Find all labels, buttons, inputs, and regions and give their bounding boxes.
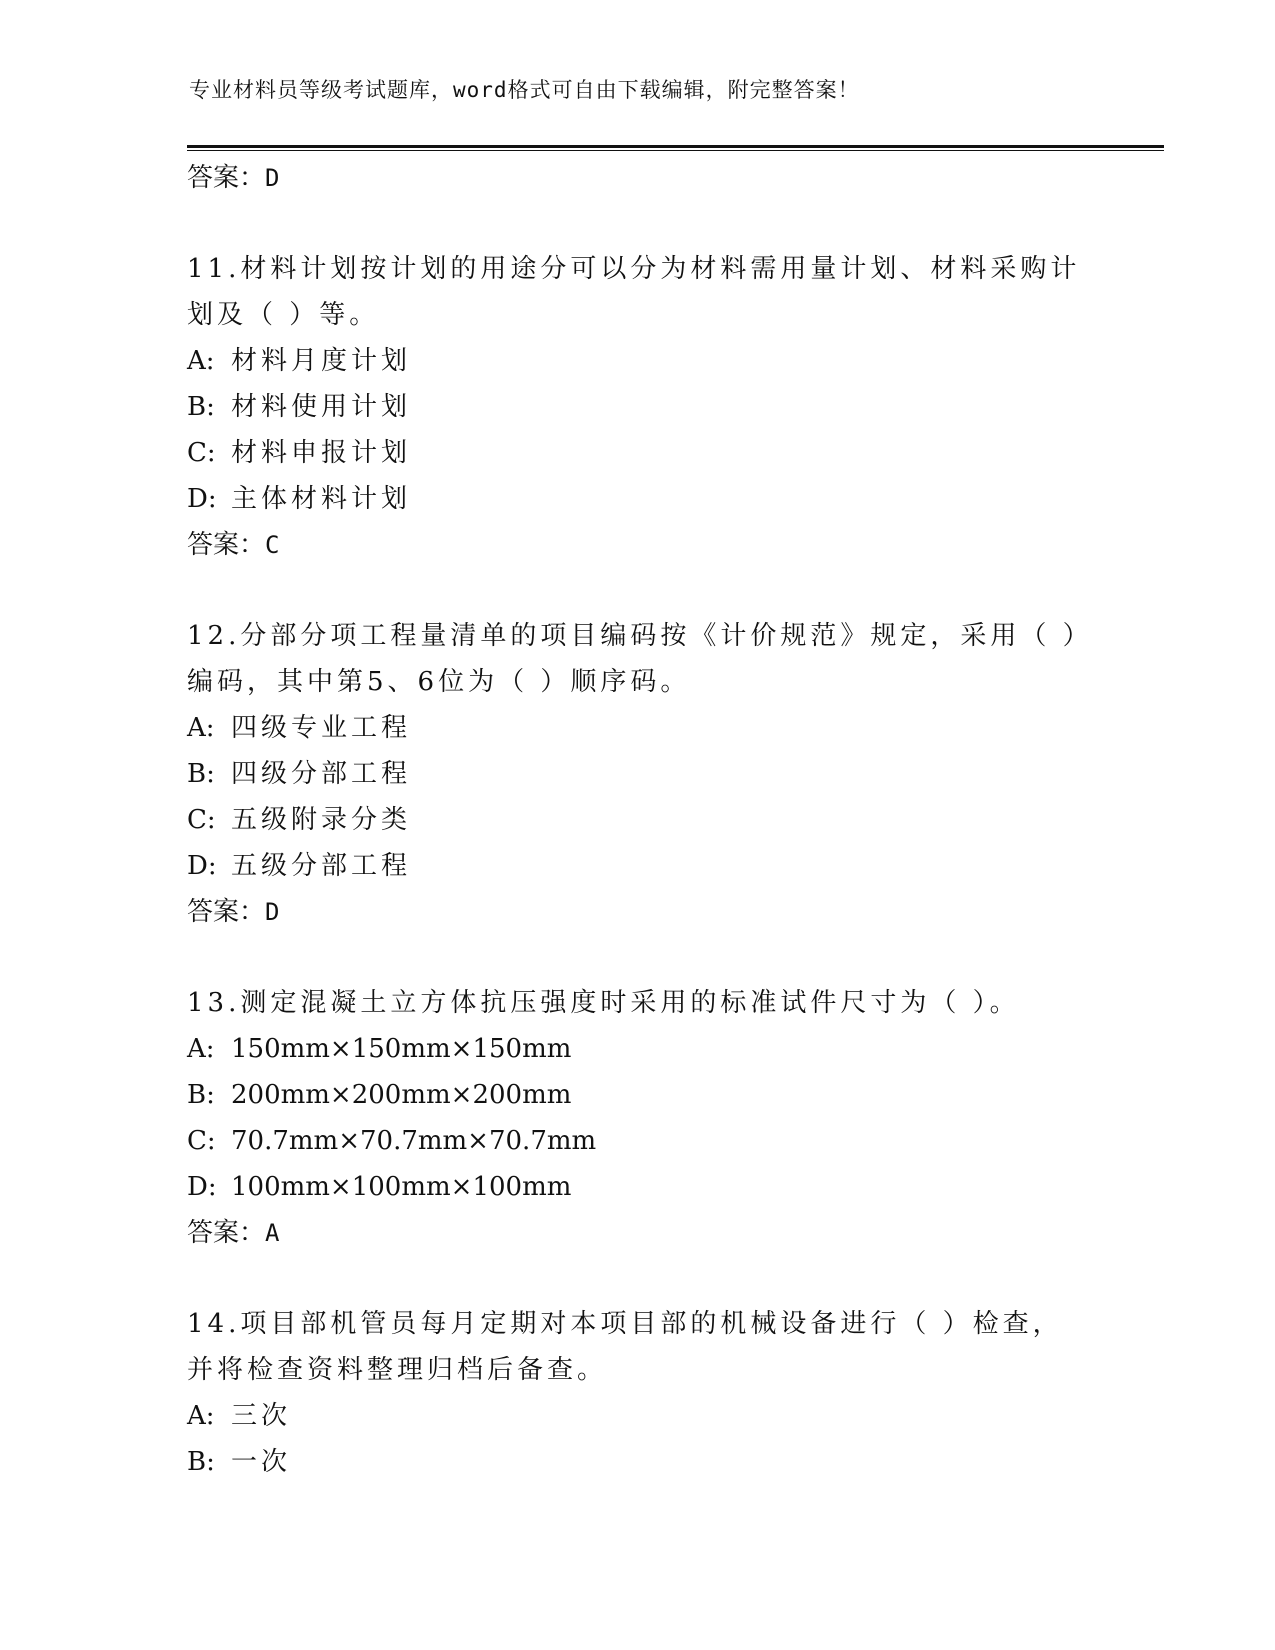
answer-label: 答案： — [187, 897, 266, 927]
option-a — [187, 705, 1087, 751]
option-a — [187, 1026, 1087, 1072]
option-b — [187, 1072, 1087, 1118]
option-letter: D: — [187, 851, 217, 881]
option-b — [187, 384, 1087, 430]
option-b — [187, 751, 1087, 797]
question-13 — [187, 980, 1087, 1256]
option-text: 五级分部工程 — [231, 851, 412, 881]
document-header: 专业材料员等级考试题库，word格式可自由下载编辑，附完整答案！ — [189, 78, 860, 102]
option-d — [187, 1164, 1087, 1210]
answer-value: A — [265, 1219, 280, 1247]
option-text: 150mm×150mm×150mm — [231, 1034, 572, 1064]
option-letter: C: — [187, 1126, 216, 1156]
option-letter: D: — [187, 484, 217, 514]
option-c — [187, 797, 1087, 843]
option-text: 200mm×200mm×200mm — [231, 1080, 572, 1110]
option-a — [187, 1393, 1087, 1439]
option-a — [187, 338, 1087, 384]
question-stem: 11.材料计划按计划的用途分可以分为材料需用量计划、材料采购计划及（ ）等。 — [187, 254, 1081, 330]
answer-line — [187, 522, 1087, 568]
option-b — [187, 1439, 1087, 1485]
option-text: 三次 — [231, 1401, 292, 1431]
option-c — [187, 1118, 1087, 1164]
option-text: 四级分部工程 — [231, 759, 412, 789]
answer-line — [187, 1210, 1087, 1256]
answer-value: C — [265, 531, 280, 559]
option-letter: C: — [187, 438, 216, 468]
option-letter: A: — [187, 346, 215, 376]
option-letter: A: — [187, 1401, 215, 1431]
option-letter: A: — [187, 713, 215, 743]
answer-label: 答案： — [187, 163, 266, 193]
option-text: 材料申报计划 — [231, 438, 412, 468]
answer-label: 答案： — [187, 530, 266, 560]
answer-line-q10 — [187, 155, 1087, 201]
answer-label: 答案： — [187, 1218, 266, 1248]
answer-value: D — [265, 898, 280, 926]
question-14 — [187, 1301, 1087, 1485]
option-text: 五级附录分类 — [231, 805, 412, 835]
question-12 — [187, 613, 1087, 935]
option-letter: C: — [187, 805, 216, 835]
option-text: 材料月度计划 — [231, 346, 412, 376]
answer-value: D — [265, 164, 280, 192]
option-d — [187, 476, 1087, 522]
option-text: 70.7mm×70.7mm×70.7mm — [231, 1126, 597, 1156]
option-letter: A: — [187, 1034, 215, 1064]
option-text: 一次 — [231, 1447, 292, 1477]
option-text: 四级专业工程 — [231, 713, 412, 743]
question-stem: 13.测定混凝土立方体抗压强度时采用的标准试件尺寸为（ ）。 — [187, 988, 1020, 1018]
option-letter: D: — [187, 1172, 217, 1202]
option-c — [187, 430, 1087, 476]
option-letter: B: — [187, 1447, 215, 1477]
option-text: 主体材料计划 — [231, 484, 412, 514]
header-divider-thin — [187, 150, 1164, 151]
document-body — [187, 155, 1087, 1485]
question-11 — [187, 246, 1087, 568]
answer-line — [187, 889, 1087, 935]
option-d — [187, 843, 1087, 889]
option-letter: B: — [187, 1080, 215, 1110]
option-text: 100mm×100mm×100mm — [231, 1172, 572, 1202]
option-text: 材料使用计划 — [231, 392, 412, 422]
question-stem: 14.项目部机管员每月定期对本项目部的机械设备进行（ ）检查，并将检查资料整理归档后备查。 — [187, 1309, 1063, 1385]
question-stem: 12.分部分项工程量清单的项目编码按《计价规范》规定，采用（ ）编码，其中第5、6位为（ ）顺序码。 — [187, 621, 1080, 697]
option-letter: B: — [187, 392, 215, 422]
header-divider-thick — [187, 145, 1164, 148]
option-letter: B: — [187, 759, 215, 789]
